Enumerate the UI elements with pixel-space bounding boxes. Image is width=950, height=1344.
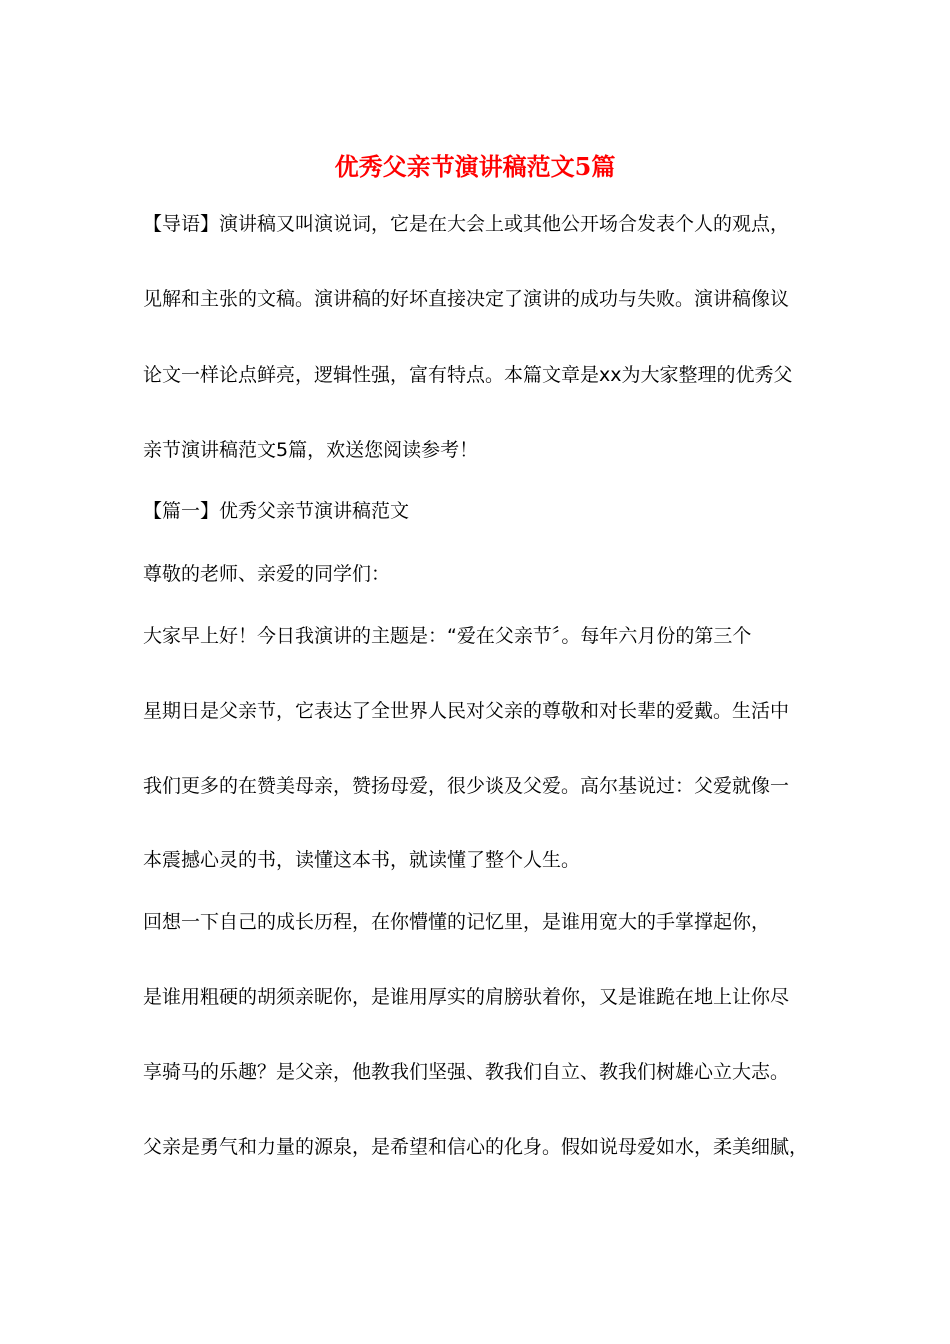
document-title: 优秀父亲节演讲稿范文5篇 xyxy=(334,152,616,181)
paragraph-line: 享骑马的乐趣？是父亲，他教我们坚强、教我们自立、教我们树雄心立大志。 xyxy=(143,1061,790,1083)
paragraph-line: 本震撼心灵的书，读懂这本书，就读懂了整个人生。 xyxy=(143,849,581,871)
paragraph-line: 星期日是父亲节，它表达了全世界人民对父亲的尊敬和对长辈的爱戴。生活中 xyxy=(143,700,790,722)
paragraph-line: 亲节演讲稿范文5篇，欢送您阅读参考！ xyxy=(143,439,479,461)
paragraph-line: 大家早上好！今日我演讲的主题是：“爱在父亲节〞。每年六月份的第三个 xyxy=(143,625,752,647)
paragraph-line: 父亲是勇气和力量的源泉，是希望和信心的化身。假如说母爱如水，柔美细腻， xyxy=(143,1136,809,1158)
paragraph-line: 回想一下自己的成长历程，在你懵懂的记忆里，是谁用宽大的手掌撑起你， xyxy=(143,911,771,933)
section-heading: 【篇一】优秀父亲节演讲稿范文 xyxy=(143,500,410,522)
paragraph-line: 是谁用粗硬的胡须亲昵你，是谁用厚实的肩膀驮着你，又是谁跪在地上让你尽 xyxy=(143,986,790,1008)
salutation-line: 尊敬的老师、亲爱的同学们： xyxy=(143,563,391,585)
paragraph-line: 论文一样论点鲜亮，逻辑性强，富有特点。本篇文章是xx为大家整理的优秀父 xyxy=(143,364,793,386)
paragraph-line: 我们更多的在赞美母亲，赞扬母爱，很少谈及父爱。高尔基说过：父爱就像一 xyxy=(143,775,790,797)
paragraph-line: 【导语】演讲稿又叫演说词，它是在大会上或其他公开场合发表个人的观点， xyxy=(143,213,790,235)
paragraph-line: 见解和主张的文稿。演讲稿的好坏直接决定了演讲的成功与失败。演讲稿像议 xyxy=(143,288,790,310)
